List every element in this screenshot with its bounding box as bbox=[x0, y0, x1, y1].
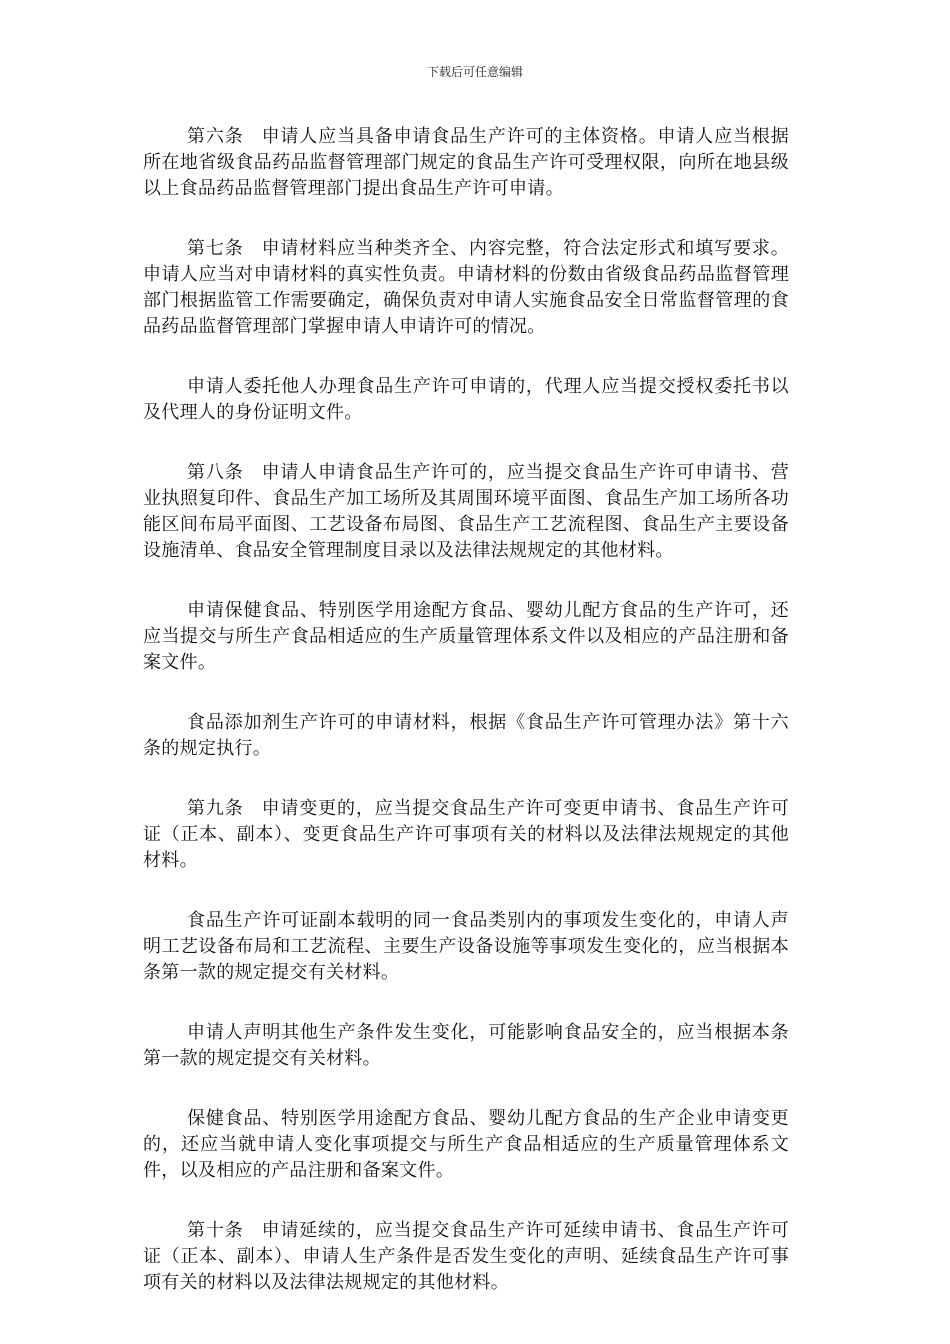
paragraph-article-8-clause-2 bbox=[143, 598, 789, 676]
paragraph-text: 申请变更的，应当提交食品生产许可变更申请书、食品生产许可证（正本、副本）、变更食品生产许可事项有关的材料以及法律法规规定的其他材料。 bbox=[143, 798, 789, 871]
paragraph-article-6 bbox=[143, 124, 789, 202]
paragraph-text: 申请材料应当种类齐全、内容完整，符合法定形式和填写要求。申请人应当对申请材料的真实性负责。申请材料的份数由省级食品药品监督管理部门根据监管工作需要确定，确保负责对申请人实施食品安全日常监督管理的食品药品监督管理部门掌握申请人申请许可的情况。 bbox=[143, 238, 789, 337]
paragraph-article-10 bbox=[143, 1218, 789, 1296]
paragraph-text: 保健食品、特别医学用途配方食品、婴幼儿配方食品的生产企业申请变更的，还应当就申请人变化事项提交与所生产食品相适应的生产质量管理体系文件，以及相应的产品注册和备案文件。 bbox=[143, 1108, 789, 1181]
paragraph-article-9-clause-2 bbox=[143, 908, 789, 986]
article-number: 第八条 bbox=[187, 462, 244, 483]
paragraph-text: 食品生产许可证副本载明的同一食品类别内的事项发生变化的，申请人声明工艺设备布局和工艺流程、主要生产设备设施等事项发生变化的，应当根据本条第一款的规定提交有关材料。 bbox=[143, 910, 789, 983]
paragraph-text: 申请延续的，应当提交食品生产许可延续申请书、食品生产许可证（正本、副本）、申请人生产条件是否发生变化的声明、延续食品生产许可事项有关的材料以及法律法规规定的其他材料。 bbox=[143, 1220, 789, 1293]
article-number: 第九条 bbox=[187, 798, 244, 819]
paragraph-text: 申请人委托他人办理食品生产许可申请的，代理人应当提交授权委托书以及代理人的身份证明文件。 bbox=[143, 376, 789, 423]
paragraph-article-8 bbox=[143, 460, 789, 564]
paragraph-article-7-clause-2 bbox=[143, 374, 789, 426]
document-body bbox=[143, 124, 789, 1330]
paragraph-text: 申请人声明其他生产条件发生变化，可能影响食品安全的，应当根据本条第一款的规定提交有关材料。 bbox=[143, 1022, 789, 1069]
paragraph-text: 申请保健食品、特别医学用途配方食品、婴幼儿配方食品的生产许可，还应当提交与所生产食品相适应的生产质量管理体系文件以及相应的产品注册和备案文件。 bbox=[143, 600, 789, 673]
paragraph-article-9-clause-3 bbox=[143, 1020, 789, 1072]
paragraph-article-9-clause-4 bbox=[143, 1106, 789, 1184]
paragraph-text: 申请人申请食品生产许可的，应当提交食品生产许可申请书、营业执照复印件、食品生产加工场所及其周围环境平面图、食品生产加工场所各功能区间布局平面图、工艺设备布局图、食品生产工艺流程图、食品生产主要设备设施清单、食品安全管理制度目录以及法律法规规定的其他材料。 bbox=[143, 462, 789, 561]
paragraph-article-7 bbox=[143, 236, 789, 340]
article-number: 第七条 bbox=[187, 238, 244, 259]
paragraph-article-8-clause-3 bbox=[143, 710, 789, 762]
paragraph-text: 食品添加剂生产许可的申请材料，根据《食品生产许可管理办法》第十六条的规定执行。 bbox=[143, 712, 789, 759]
article-number: 第六条 bbox=[187, 126, 244, 147]
paragraph-article-9 bbox=[143, 796, 789, 874]
header-note: 下载后可任意编辑 bbox=[426, 65, 523, 79]
article-number: 第十条 bbox=[187, 1220, 244, 1241]
paragraph-text: 申请人应当具备申请食品生产许可的主体资格。申请人应当根据所在地省级食品药品监督管理部门规定的食品生产许可受理权限，向所在地县级以上食品药品监督管理部门提出食品生产许可申请。 bbox=[143, 126, 789, 199]
